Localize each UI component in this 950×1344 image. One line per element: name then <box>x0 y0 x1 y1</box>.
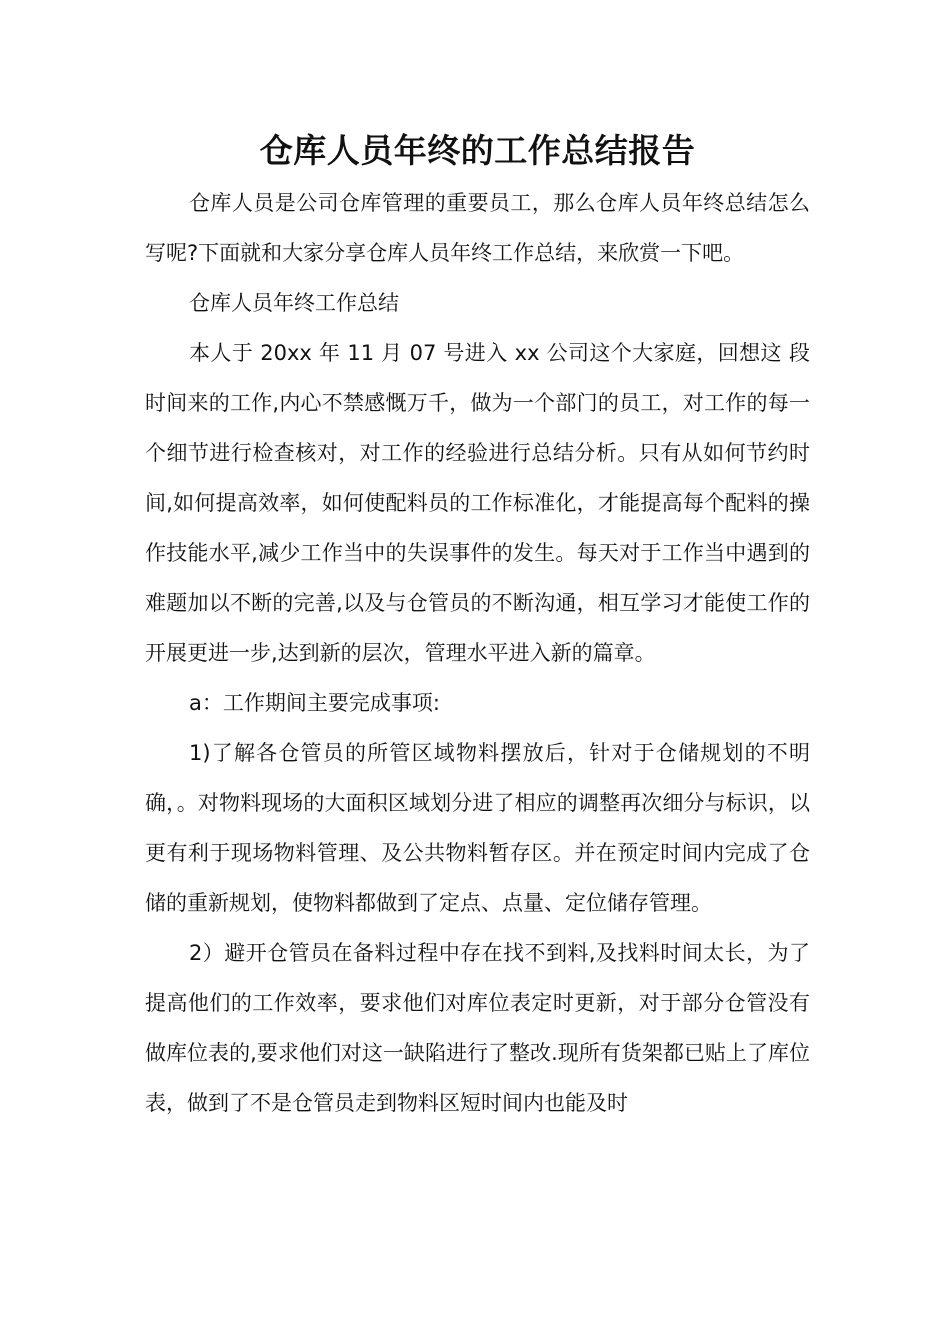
list-item-1: 1)了解各仓管员的所管区域物料摆放后，针对于仓储规划的不明确，。对物料现场的大面积区域划分进了相应的调整再次细分与标识，以更有利于现场物料管理、及公共物料暂存区。并在预定时间内完成了仓储的重新规划，使物料都做到了定点、点量、定位储存管理。 <box>145 741 810 915</box>
list-item-2: 2）避开仓管员在备料过程中存在找不到料,及找料时间太长，为了提高他们的工作效率，要求他们对库位表定时更新，对于部分仓管没有做库位表的,要求他们对这一缺陷进行了整改.现所有货架都已贴上了库位表，做到了不是仓管员走到物料区短时间内也能及时 <box>145 941 810 1115</box>
intro-paragraph: 仓库人员是公司仓库管理的重要员工，那么仓库人员年终总结怎么写呢?下面就和大家分享仓库人员年终工作总结，来欣赏一下吧。 <box>145 191 810 265</box>
section-heading: 仓库人员年终工作总结 <box>189 291 399 315</box>
subsection-heading: a：工作期间主要完成事项: <box>189 691 440 715</box>
body-paragraph: 本人于 20xx 年 11 月 07 号进入 xx 公司这个大家庭，回想这 段时间来的工作,内心不禁感慨万千，做为一个部门的员工，对工作的每一个细节进行检查核对，对工作的经验进行总结分析。只有从如何节约时间,如何提高效率，如何使配料员的工作标准化，才能提高每个配料的操作技能水平,减少工作当中的失误事件的发生。每天对于工作当中遇到的难题加以不断的完善,以及与仓管员的不断沟通，相互学习才能使工作的开展更进一步,达到新的层次，管理水平进入新的篇章。 <box>145 341 810 665</box>
document-body <box>145 178 810 1128</box>
document-title: 仓库人员年终的工作总结报告 <box>259 131 696 170</box>
document-page <box>145 128 810 1128</box>
